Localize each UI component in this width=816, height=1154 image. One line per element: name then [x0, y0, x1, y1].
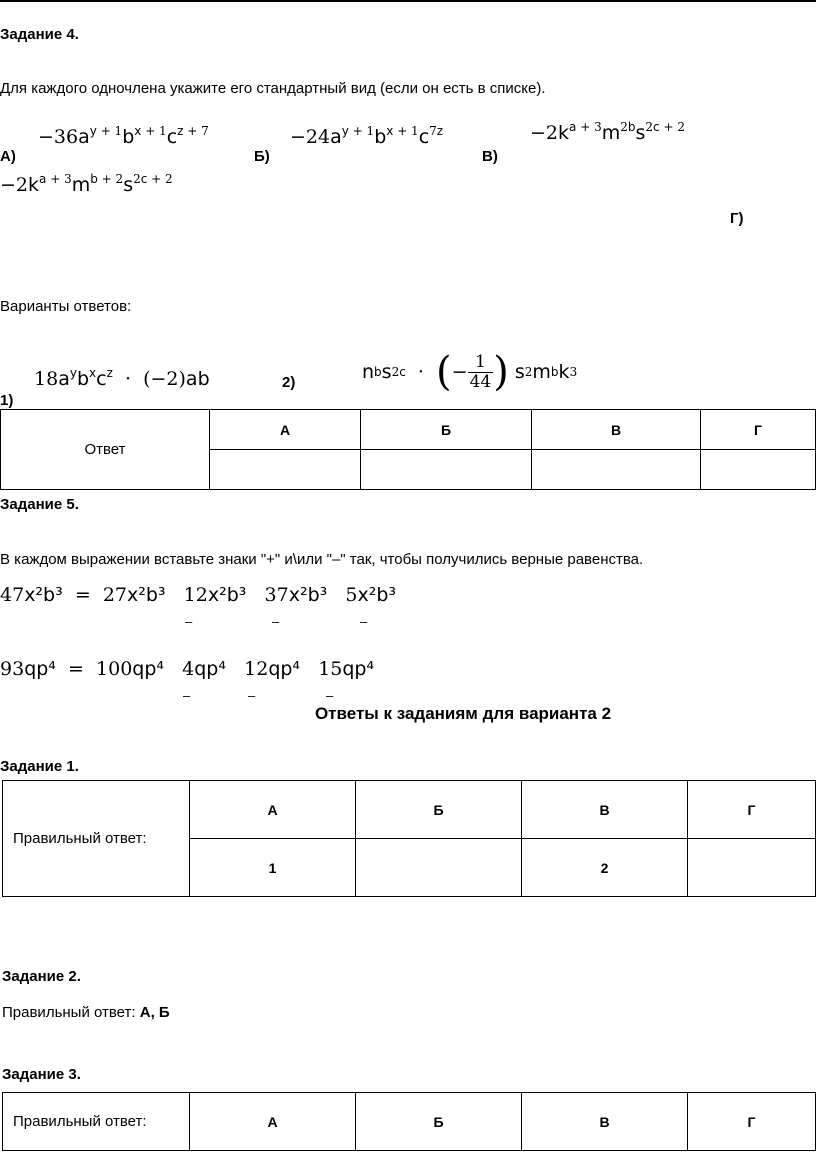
- option-1-expr: $18a^yb^xc^z \cdot (-2)ab$: [34, 366, 210, 390]
- answer-cell-b[interactable]: [361, 450, 532, 490]
- sign-slot[interactable]: –: [272, 614, 280, 629]
- sign-slot[interactable]: –: [248, 688, 256, 703]
- header-v: В: [522, 1093, 688, 1151]
- sign-slot[interactable]: –: [326, 688, 334, 703]
- item-label-a: А): [0, 148, 16, 165]
- answer-row-label: Правильный ответ:: [3, 781, 190, 897]
- sign-slot[interactable]: –: [185, 614, 193, 629]
- sign-slot[interactable]: –: [183, 688, 191, 703]
- options-title: Варианты ответов:: [0, 298, 132, 315]
- answers-task2-title: Задание 2.: [2, 968, 81, 985]
- answer-cell-b: [356, 839, 522, 897]
- answer-cell-a[interactable]: [210, 450, 361, 490]
- top-border: [0, 0, 816, 2]
- item-label-b: Б): [254, 148, 270, 165]
- task1-answer-table: [2, 780, 816, 897]
- header-b: Б: [356, 1093, 522, 1151]
- task5-title: Задание 5.: [0, 496, 79, 513]
- answer-label: Правильный ответ:: [2, 1004, 140, 1021]
- answer-cell-g[interactable]: [701, 450, 816, 490]
- header-b: Б: [361, 410, 532, 450]
- header-g: Г: [688, 1093, 816, 1151]
- option-label-1: 1): [0, 392, 14, 409]
- task4-title: Задание 4.: [0, 26, 79, 43]
- answer-cell-g: [688, 839, 816, 897]
- answer-cell-v[interactable]: [532, 450, 701, 490]
- answer-cell-v: 2: [522, 839, 688, 897]
- header-v: В: [522, 781, 688, 839]
- header-g: Г: [701, 410, 816, 450]
- equation-1: 47x²b³ = 27x²b³ 12x²b³ 37x²b³ 5x²b³: [0, 584, 397, 606]
- answer-row-label: Ответ: [1, 410, 210, 490]
- sign-slot[interactable]: –: [360, 614, 368, 629]
- header-a: А: [210, 410, 361, 450]
- item-label-g: Г): [730, 210, 744, 227]
- answers-task3-title: Задание 3.: [2, 1066, 81, 1083]
- option-2-expr: n b s 2c · ( − $\frac{1}{44}$ ) s 2 m b k 3: [362, 349, 578, 395]
- answer-value: А, Б: [139, 1004, 170, 1021]
- header-a: А: [190, 1093, 356, 1151]
- option-label-2: 2): [282, 374, 296, 391]
- answers-heading: Ответы к заданиям для варианта 2: [314, 704, 612, 723]
- monomial-a: $-36a^{y + 1}b^{x + 1}c^{z + 7}$: [38, 124, 209, 148]
- task4-instruction: Для каждого одночлена укажите его стандартный вид (если он есть в списке).: [0, 80, 546, 97]
- fraction: $\frac{1}{44}$: [469, 351, 492, 392]
- monomial-g: $-2k^{a + 3}m^{b + 2}s^{2c + 2}$: [0, 172, 173, 196]
- coef: −36: [38, 126, 79, 148]
- header-b: Б: [356, 781, 522, 839]
- header-v: В: [532, 410, 701, 450]
- task3-answer-table: [2, 1092, 816, 1151]
- equation-2: 93qp⁴ = 100qp⁴ 4qp⁴ 12qp⁴ 15qp⁴: [0, 658, 375, 680]
- header-a: А: [190, 781, 356, 839]
- answer-cell-a: 1: [190, 839, 356, 897]
- header-g: Г: [688, 781, 816, 839]
- item-label-v: В): [482, 148, 498, 165]
- answers-task2-line: [2, 1004, 170, 1021]
- answers-task1-title: Задание 1.: [0, 758, 79, 775]
- answer-row-label: Правильный ответ:: [3, 1093, 190, 1151]
- task4-answer-table: [0, 409, 816, 490]
- monomial-v: $-2k^{a + 3}m^{2b}s^{2c + 2}$: [530, 120, 685, 144]
- task5-instruction: В каждом выражении вставьте знаки "+" и\или "–" так, чтобы получились верные равенства.: [0, 551, 644, 568]
- monomial-b: $-24a^{y + 1}b^{x + 1}c^{7z}$: [290, 124, 444, 148]
